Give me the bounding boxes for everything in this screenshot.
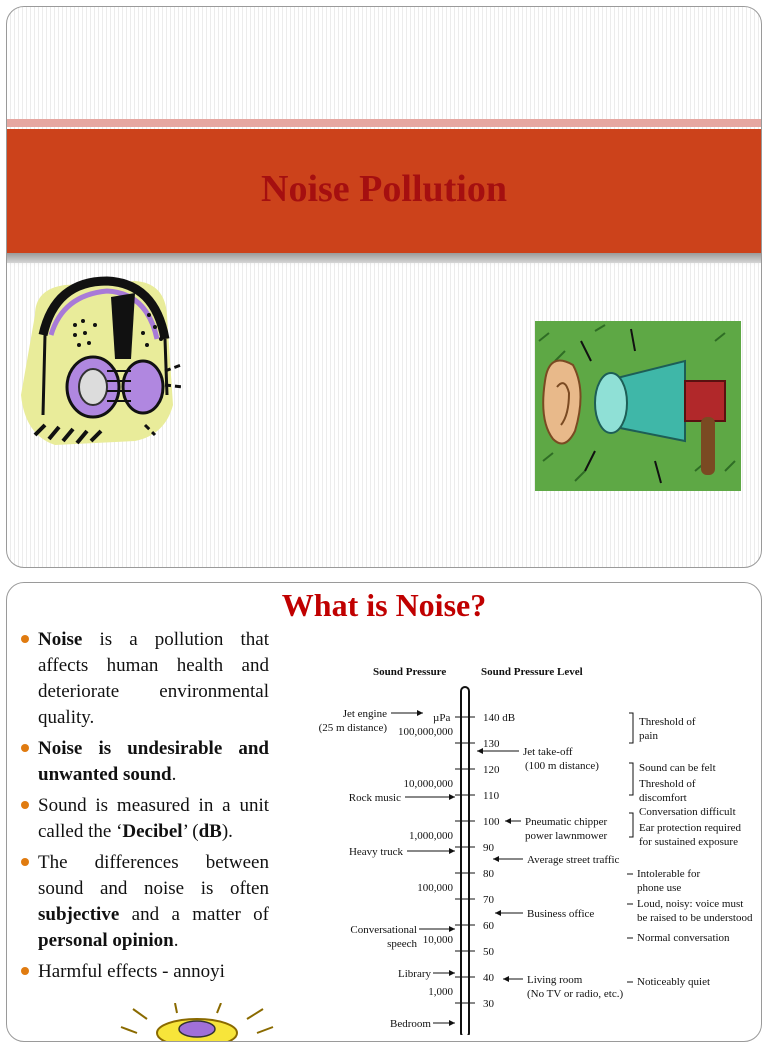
pressure-value: 100,000,000 bbox=[398, 726, 453, 738]
bullet-dot-icon bbox=[21, 744, 29, 752]
effect-label: be raised to be understood bbox=[637, 912, 753, 924]
left-source: Conversational bbox=[350, 924, 417, 936]
effect-label: Ear protection required bbox=[639, 822, 742, 834]
center-source: Average street traffic bbox=[527, 854, 620, 866]
bullet-text: subjective bbox=[38, 904, 120, 925]
sun-clipart-icon bbox=[117, 1003, 277, 1042]
bullet-text: ’ ( bbox=[182, 821, 199, 842]
band-shadow bbox=[7, 253, 761, 263]
left-source: Jet engine bbox=[342, 708, 387, 720]
arrow-head bbox=[449, 970, 455, 976]
bullet-dot-icon bbox=[21, 801, 29, 809]
bracket bbox=[629, 713, 633, 743]
bullet-text: . bbox=[171, 764, 177, 785]
scale-bar bbox=[461, 687, 469, 1035]
pressure-value: 1,000,000 bbox=[409, 830, 453, 842]
bullet-item bbox=[21, 736, 269, 788]
bullet-list bbox=[21, 627, 269, 990]
effect-label: phone use bbox=[637, 882, 682, 894]
center-source: power lawnmower bbox=[525, 830, 608, 842]
center-source: Pneumatic chipper bbox=[525, 816, 608, 828]
effect-label: Threshold of bbox=[639, 716, 696, 728]
slide-title: What is Noise? bbox=[281, 587, 487, 623]
bracket bbox=[629, 813, 633, 837]
level-label: 110 bbox=[483, 790, 500, 802]
content-slide bbox=[6, 582, 762, 1042]
level-label: 30 bbox=[483, 998, 494, 1010]
bracket bbox=[629, 763, 633, 795]
sound-level-chart bbox=[299, 655, 761, 1035]
left-source: Rock music bbox=[348, 792, 401, 804]
effect-label: discomfort bbox=[639, 792, 687, 804]
arrow-head bbox=[417, 710, 423, 716]
bullet-text: Noise bbox=[38, 629, 83, 650]
effect-label: for sustained exposure bbox=[639, 836, 738, 848]
bullet-item bbox=[21, 959, 269, 985]
left-source: Bedroom bbox=[390, 1018, 431, 1030]
arrow-head bbox=[493, 856, 499, 862]
accent-line bbox=[7, 119, 761, 127]
level-label: 70 bbox=[483, 894, 494, 906]
pressure-value: 10,000 bbox=[422, 934, 453, 946]
effect-label: Normal conversation bbox=[637, 932, 730, 944]
megaphone-ear-clipart-icon bbox=[535, 321, 741, 491]
arrow-head bbox=[495, 910, 501, 916]
bullet-item bbox=[21, 627, 269, 731]
level-label: 50 bbox=[483, 946, 494, 958]
left-source: Heavy truck bbox=[348, 846, 403, 858]
bullet-dot-icon bbox=[21, 858, 29, 866]
slide-title: Noise Pollution bbox=[261, 168, 507, 210]
pressure-value: 100,000 bbox=[417, 882, 453, 894]
bullet-text: and a matter of bbox=[119, 904, 269, 925]
effect-label: Intolerable for bbox=[637, 868, 701, 880]
arrow-head bbox=[449, 1020, 455, 1026]
arrow-head bbox=[449, 794, 455, 800]
center-source: Jet take-off bbox=[523, 746, 573, 758]
left-source: Library bbox=[398, 968, 431, 980]
level-label: 80 bbox=[483, 868, 494, 880]
bullet-item bbox=[21, 793, 269, 845]
arrow-head bbox=[449, 848, 455, 854]
bullet-text: The differences between sound and noise is often bbox=[38, 852, 269, 899]
bullet-text: is a pollution that affects human health and deteriorate environmental quality. bbox=[38, 629, 269, 728]
center-source: (100 m distance) bbox=[525, 760, 599, 772]
effect-label: pain bbox=[639, 730, 658, 742]
header-left: Sound Pressure bbox=[373, 666, 447, 678]
arrow-head bbox=[477, 748, 483, 754]
center-source: Living room bbox=[527, 974, 583, 986]
arrow-head bbox=[505, 818, 511, 824]
level-label: 140 dB bbox=[483, 712, 516, 724]
effect-label: Conversation difficult bbox=[639, 806, 736, 818]
title-slide bbox=[6, 6, 762, 568]
effect-label: Sound can be felt bbox=[639, 762, 716, 774]
header-right: Sound Pressure Level bbox=[481, 666, 583, 678]
bullet-text: Harmful effects - annoyi bbox=[38, 961, 225, 982]
bullet-text: Decibel bbox=[122, 821, 183, 842]
bullet-dot-icon bbox=[21, 635, 29, 643]
center-source: (No TV or radio, etc.) bbox=[527, 988, 624, 1000]
level-label: 100 bbox=[483, 816, 500, 828]
level-label: 90 bbox=[483, 842, 494, 854]
level-label: 120 bbox=[483, 764, 500, 776]
bullet-text: personal opinion bbox=[38, 930, 174, 951]
bullet-text: . bbox=[173, 930, 179, 951]
pressure-value: 1,000 bbox=[428, 986, 453, 998]
center-source: Business office bbox=[527, 908, 595, 920]
pressure-unit: µPa bbox=[433, 712, 451, 724]
bullet-dot-icon bbox=[21, 967, 29, 975]
effect-label: Noticeably quiet bbox=[637, 976, 711, 988]
headphones-clipart-icon bbox=[15, 275, 181, 449]
left-source: (25 m distance) bbox=[318, 722, 387, 734]
arrow-head bbox=[449, 926, 455, 932]
bullet-text: ). bbox=[221, 821, 233, 842]
left-source: speech bbox=[387, 938, 417, 950]
bullet-item bbox=[21, 850, 269, 954]
effect-label: Loud, noisy: voice must bbox=[637, 898, 744, 910]
pressure-value: 10,000,000 bbox=[403, 778, 453, 790]
bullet-text: Noise is undesirable and unwanted sound bbox=[38, 738, 269, 785]
level-label: 60 bbox=[483, 920, 494, 932]
bullet-text: dB bbox=[198, 821, 222, 842]
effect-label: Threshold of bbox=[639, 778, 696, 790]
arrow-head bbox=[503, 976, 509, 982]
level-label: 130 bbox=[483, 738, 500, 750]
bullet-text: Sound is measured in a unit called the ‘ bbox=[38, 795, 269, 842]
level-label: 40 bbox=[483, 972, 494, 984]
